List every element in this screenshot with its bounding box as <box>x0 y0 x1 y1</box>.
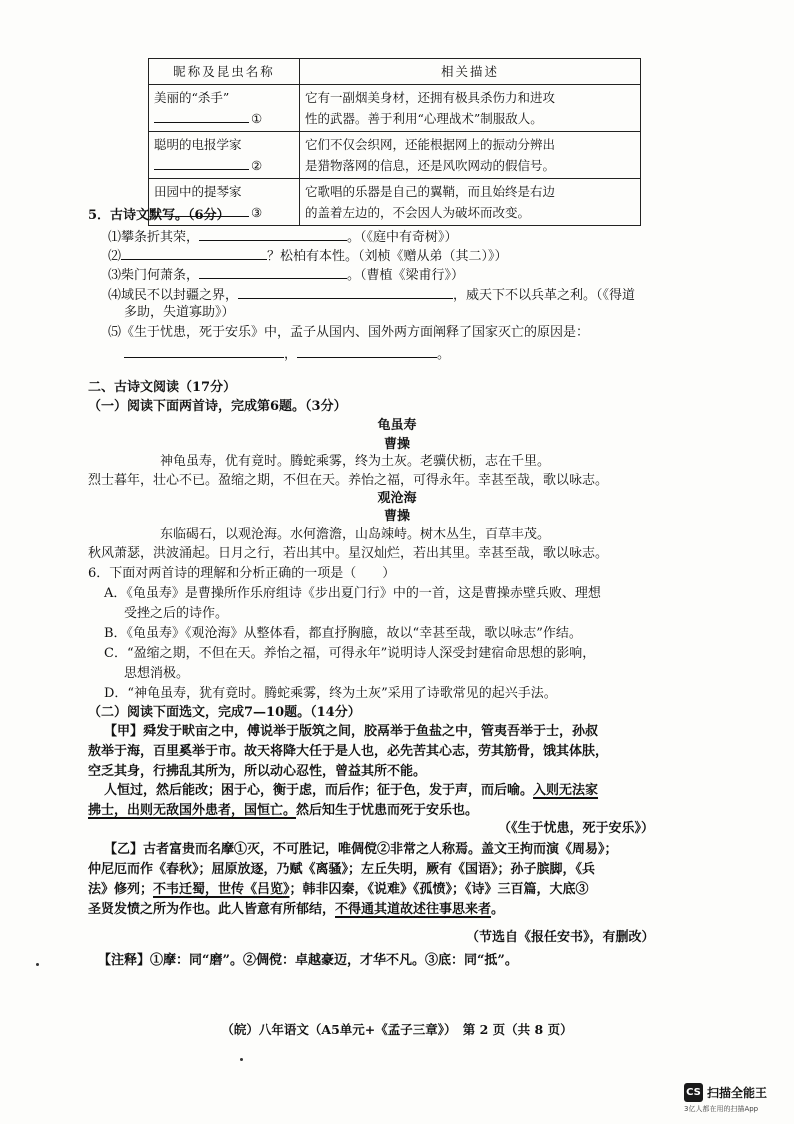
q6-option-a-cont: 受挫之后的诗作。 <box>124 606 229 621</box>
poem-1-line-1: 神龟虽寿，优有竟时。腾蛇乘雾，终为土灰。老骥伏枥，志在千里。 <box>160 454 551 469</box>
camscanner-tagline: 3亿人都在用的扫描App <box>684 1105 759 1113</box>
q5-title: 5．古诗文默写。（6分） <box>88 208 230 223</box>
passage-jia-line-2: 敖举于海，百里奚举于市。故天将降大任于是人也，必先苦其心志，劳其筋骨，饿其体肤， <box>88 744 609 759</box>
passage-yi-line-4: 圣贤发愤之所为作也。此人皆意有所郁结，不得通其道故述往事思来者。 <box>88 902 505 917</box>
poem-2-author: 曹操 <box>383 509 410 524</box>
q5-line-4: ⑷域民不以封疆之界， ，威天下不以兵革之利。（《得道 <box>108 284 635 306</box>
scan-speck <box>240 1058 243 1061</box>
table-row <box>149 132 641 179</box>
answer-blank[interactable] <box>238 284 453 299</box>
table-cell-name: 聪明的电报学家 ② <box>149 132 300 179</box>
table-cell-desc: 它歌唱的乐器是自己的翼鞘，而且始终是右边 的盖着左边的，不会因人为破坏而改变。 <box>300 179 641 226</box>
section-2-part-1: （一）阅读下面两首诗，完成第6题。（3分） <box>88 399 347 414</box>
q6-option-c[interactable]: C．“盈缩之期，不但在天。养怡之福，可得永年”说明诗人深受封建宿命思想的影响， <box>104 646 596 661</box>
poem-2-line-1: 东临碣石，以观沧海。水何澹澹，山岛竦峙。树木丛生，百草丰茂。 <box>160 527 551 542</box>
answer-blank[interactable] <box>124 343 284 358</box>
q5-line-5: ⑸《生于忧患，死于安乐》中，孟子从国内、国外两方面阐释了国家灭亡的原因是： <box>108 325 590 340</box>
q5-line-3: ⑶柴门何萧条， 。（曹植《梁甫行》） <box>108 264 464 286</box>
answer-blank[interactable] <box>154 155 249 170</box>
part-2-title: （二）阅读下面选文，完成7—10题。（14分） <box>88 705 361 720</box>
passage-jia-line-3: 空乏其身，行拂乱其所为，所以动心忍性，曾益其所不能。 <box>88 764 427 779</box>
passage-yi-line-3: 法》修列；不韦迁蜀，世传《吕览》；韩非囚秦，《说难》《孤愤》；《诗》三百篇，大底③ <box>88 882 589 897</box>
q6-option-b[interactable]: B．《龟虽寿》《观沧海》从整体看，都直抒胸臆，故以“幸甚至哉，歌以咏志”作结。 <box>104 626 582 641</box>
poem-1-title: 龟虽寿 <box>377 418 417 433</box>
table-header-name: 昵称及昆虫名称 <box>149 59 300 85</box>
underlined-sentence: 拂士，出则无敌国外患者，国恒亡。 <box>88 803 297 818</box>
table-cell-desc: 它们不仅会织网，还能根据网上的振动分辨出 是猎物落网的信息，还是风吹网动的假信号。 <box>300 132 641 179</box>
table-cell-name: 田园中的提琴家 ③ <box>149 179 300 226</box>
answer-blank[interactable] <box>199 226 347 241</box>
poem-2-title: 观沧海 <box>377 491 417 506</box>
table-cell-desc: 它有一副烟美身材，还拥有极具杀伤力和进攻 性的武器。善于利用“心理战术”制服敌人。 <box>300 85 641 132</box>
passage-yi-line-1: 【乙】古者富贵而名摩①灭，不可胜记，唯倜傥②非常之人称焉。盖文王拘而演《周易》； <box>104 842 618 857</box>
passage-jia-line-5: 拂士，出则无敌国外患者，国恒亡。然后知生于忧患而死于安乐也。 <box>88 803 479 818</box>
q5-line-1: ⑴攀条折其荣， 。（《庭中有奇树》） <box>108 226 458 248</box>
q6-stem: 6．下面对两首诗的理解和分析正确的一项是（ ） <box>88 566 396 581</box>
q6-option-a[interactable]: A．《龟虽寿》是曹操所作乐府组诗《步出夏门行》中的一首，这是曹操赤壁兵败、理想 <box>104 586 601 601</box>
answer-blank[interactable] <box>154 108 249 123</box>
q5-line-5b: ， 。 <box>124 343 450 365</box>
camscanner-watermark <box>684 1083 767 1102</box>
q5-line-2: ⑵ ？松柏有本性。（刘桢《赠从弟（其二）》） <box>108 245 508 267</box>
passage-jia-source: （《生于忧患，死于安乐》） <box>498 821 655 836</box>
underlined-sentence: 入则无法家 <box>533 783 599 798</box>
insect-nickname-table <box>148 58 641 226</box>
table-header-desc: 相关描述 <box>300 59 641 85</box>
q6-option-c-cont: 思想消极。 <box>124 666 190 681</box>
answer-blank[interactable] <box>297 343 437 358</box>
table-header-row <box>149 59 641 85</box>
q5-line-4b: 多助，失道寡助》） <box>124 305 235 320</box>
annotation-notes: 【注释】①摩：同“磨”。②倜傥：卓越豪迈，才华不凡。③底：同“抵”。 <box>98 953 518 968</box>
answer-blank[interactable] <box>199 264 347 279</box>
poem-1-author: 曹操 <box>383 437 410 452</box>
poem-2-line-2: 秋风萧瑟，洪波涌起。日月之行，若出其中。星汉灿烂，若出其里。幸甚至哉，歌以咏志。 <box>88 546 609 561</box>
passage-yi-source: （节选自《报任安书》，有删改） <box>466 930 655 945</box>
scan-speck <box>36 963 39 966</box>
passage-jia-line-1: 【甲】舜发于畎亩之中，傅说举于版筑之间，胶鬲举于鱼盐之中，管夷吾举于士，孙叔 <box>104 724 599 739</box>
table-cell-name: 美丽的“杀手” ① <box>149 85 300 132</box>
section-2-title: 二、古诗文阅读（17分） <box>88 380 237 395</box>
underlined-sentence: 不韦迁蜀，世传《吕览》 <box>153 882 290 897</box>
passage-yi-line-2: 仲尼厄而作《春秋》；屈原放逐，乃赋《离骚》；左丘失明，厥有《国语》；孙子膑脚，《兵 <box>88 862 596 877</box>
underlined-sentence: 不得通其道故述往事思来者 <box>335 902 492 917</box>
q6-option-d[interactable]: D．“神龟虽寿，犹有竟时。腾蛇乘雾，终为土灰”采用了诗歌常见的起兴手法。 <box>104 686 557 701</box>
passage-jia-line-4: 人恒过，然后能改；困于心，衡于虑，而后作；征于色，发于声，而后喻。入则无法家 <box>104 783 599 798</box>
table-row <box>149 85 641 132</box>
page-footer: （皖）八年语文（A5单元+《孟子三章》） 第 2 页（共 8 页） <box>221 1022 573 1037</box>
camscanner-logo-icon: CS <box>684 1083 703 1102</box>
poem-1-line-2: 烈士暮年，壮心不已。盈缩之期，不但在天。养怡之福，可得永年。幸甚至哉，歌以咏志。 <box>88 473 609 488</box>
answer-blank[interactable] <box>121 245 267 260</box>
camscanner-name: 扫描全能王 <box>707 1086 768 1100</box>
